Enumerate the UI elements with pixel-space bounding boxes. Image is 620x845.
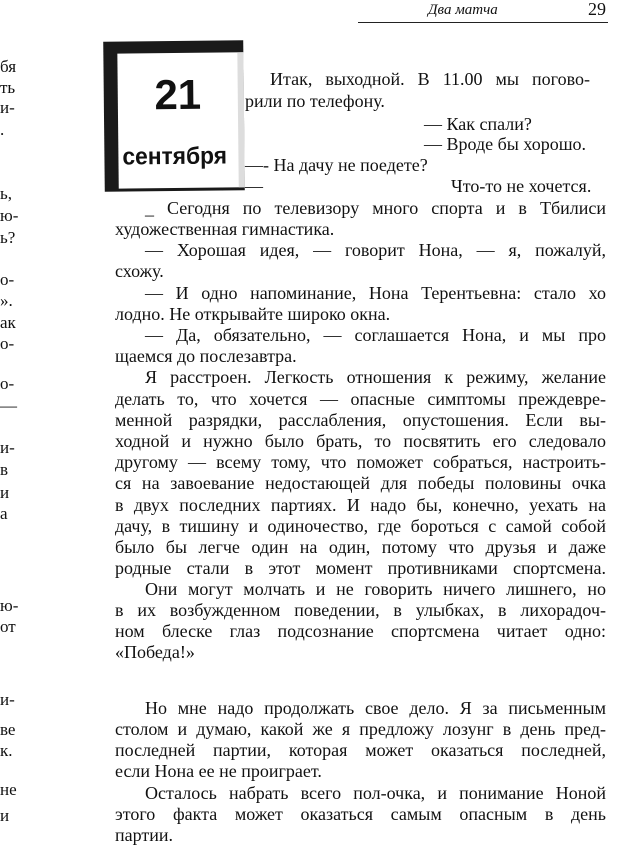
text-line: дачу, в тишину и одиночество, где бороться с самой собой [115, 516, 606, 536]
margin-fragment: ю- [0, 206, 19, 225]
margin-fragment: о- [0, 270, 15, 289]
margin-fragment: и- [0, 98, 15, 117]
calendar-month: сентября [122, 142, 228, 171]
text-line: Итак, выходной. В 11.00 мы погово- [270, 69, 590, 89]
text-line: другому — всему тому, что поможет собраться, настроить- [115, 452, 606, 472]
text-line: рили по телефону. [245, 91, 385, 111]
margin-fragment: ве [0, 720, 16, 739]
text-line: Осталось набрать всего пол-очка, и понимание Ноной [145, 783, 606, 803]
text-line: в двух последних партиях. И надо бы, конечно, уехать на [115, 495, 606, 515]
margin-fragment: а [0, 504, 8, 523]
text-line: было бы легче один на один, потому что друзья и даже [115, 537, 606, 557]
text-line: в их возбужденном поведении, в улыбках, в лихорадоч- [115, 600, 606, 620]
text-line: лодно. Не открывайте широко окна. [115, 304, 391, 324]
text-line: _ Сегодня по телевизору много спорта и в Тбилиси [145, 198, 606, 218]
text-line: Я расстроен. Легкость отношения к режиму, желание [145, 367, 606, 387]
margin-fragment: и- [0, 438, 15, 457]
margin-fragment: в [0, 460, 9, 479]
margin-fragment: ю- [0, 596, 19, 615]
text-line: — [245, 176, 263, 196]
text-line: — Хорошая идея, — говорит Нона, — я, пожалуй, [145, 240, 606, 260]
text-line: родные стали в этот момент противниками спортсмена. [115, 558, 606, 578]
left-margin-bleed-text [0, 0, 20, 841]
text-line: столом и думаю, какой же я предложу лозунг в день пред- [115, 719, 606, 739]
text-line: художественная гимнастика. [115, 219, 335, 239]
margin-fragment: не [0, 780, 17, 799]
margin-fragment: ак [0, 313, 16, 332]
margin-fragment: о- [0, 334, 15, 353]
margin-fragment: бя [0, 57, 17, 76]
page-number: 29 [588, 0, 606, 19]
text-line: делать то, что хочется — опасные симптомы преждевре- [115, 389, 606, 409]
margin-fragment: и [0, 806, 10, 825]
margin-fragment: ». [0, 291, 13, 310]
running-title: Два матча [428, 2, 498, 18]
margin-fragment: . [0, 120, 5, 139]
text-line: этого факта может оказаться самым опасным в день [115, 804, 606, 824]
calendar-page [117, 52, 244, 188]
text-line: — Вроде бы хорошо. [424, 134, 587, 154]
calendar-day: 21 [154, 70, 202, 119]
text-line: последней партии, которая может оказаться последней, [115, 740, 606, 760]
margin-fragment: ть [0, 78, 16, 97]
text-line: — Как спали? [424, 114, 532, 134]
margin-fragment: и- [0, 690, 15, 709]
margin-fragment: к. [0, 741, 13, 760]
text-line: схожу. [115, 261, 164, 281]
text-line: ходной и нужно было брать, то посвятить его следовало [115, 431, 606, 451]
margin-fragment: ь? [0, 228, 16, 247]
text-line: «Победа!» [115, 642, 195, 662]
text-line: ся на завоевание недостающей для победы половины очка [115, 473, 606, 493]
text-line: менной разрядки, расслабления, опустошения. Если вы- [115, 410, 606, 430]
margin-fragment: и [0, 483, 10, 502]
margin-fragment: от [0, 617, 16, 636]
text-line: — И одно напоминание, Нона Терентьевна: стало хо [145, 283, 606, 303]
margin-fragment: — [0, 396, 17, 415]
text-line: щаемся до послезавтра. [115, 346, 297, 366]
margin-fragment: ь, [0, 184, 13, 203]
text-line: ном блеске глаз подсознание спортсмена читает одно: [115, 621, 606, 641]
text-line: — Да, обязательно, — соглашается Нона, и мы про [145, 325, 606, 345]
calendar-date-block [103, 40, 245, 191]
text-line: партии. [115, 825, 174, 845]
text-line: Что-то не хочется. [451, 176, 592, 196]
text-line: —- На дачу не поедете? [245, 155, 428, 175]
text-line: Но мне надо продолжать свое дело. Я за письменным [145, 698, 606, 718]
text-line: если Нона ее не проиграет. [115, 761, 322, 781]
header-rule [358, 22, 608, 23]
text-line: Они могут молчать и не говорить ничего лишнего, но [145, 579, 606, 599]
margin-fragment: о- [0, 374, 15, 393]
